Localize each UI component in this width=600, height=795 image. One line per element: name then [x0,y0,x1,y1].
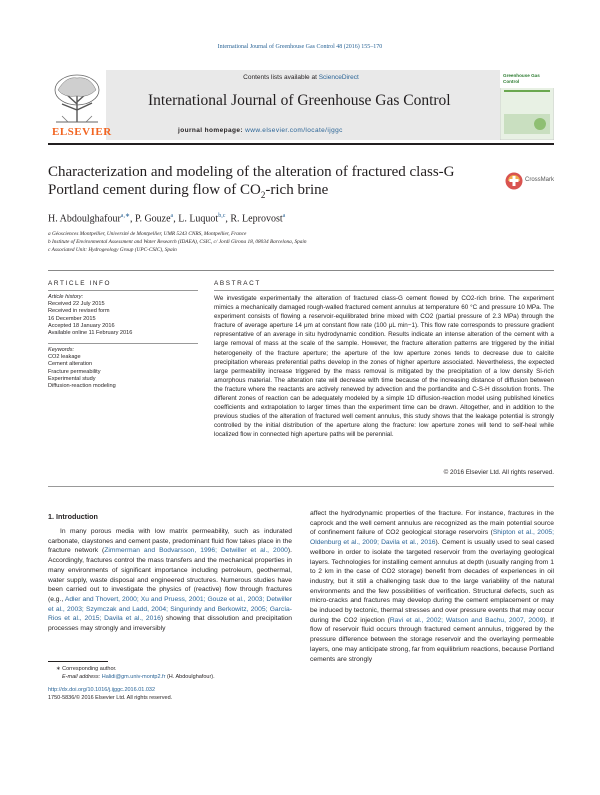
homepage-link[interactable]: www.elsevier.com/locate/ijggc [245,127,343,134]
abstract-text: We investigate experimentally the alteration of fractured class-G cement flowed by CO2-rich brine. The experiment mimics a mechanically damaged rough-walled fractured cement annulus at temperature 60 °C and pressure 10 MPa. The experiment consists of flowing a reservoir-equilibrated brine mixed with CO2 (partial pressure of 2.3 MPa) through the fracture of average aperture 14 μm at constant flow rate (100 μL min−1). This flow rate corresponds to pressure gradient representative of an average in situ hydrodynamic condition. Results indicate an intense alteration of the cement with a large removal of mass at the scale of the sample. However, the fracture alteration patterns are triggered by the initial heterogeneity of the fracture aperture; the aperture of the low aperture zones tends to decrease due to calcite precipitation whereas preferential paths develop in the zones of higher aperture associated. Nevertheless, the expected large permeability increase triggered by the mass removal is mitigated by the precipitation of a low density Si-rich amorphous material. The alteration rate will decrease with time because of the increasing distance of diffusion between the fracture where the reactants are actively renewed by advection and the portlandite and C-S-H dissolution fronts. The different zones of reaction can be adequately modeled by a simple 1D diffusion-reaction model using published kinetics coefficients and extrapolation to larger times than the experiment time can be drawn. Altogether, and in addition to the previous studies of the alteration of fractured well cement annulus, this study shows that the leakage potential is strongly controlled by the initial distribution of the aperture along the fracture: low aperture zones will tend to self-heal while localized flow in connected high aperture paths will be perennial. [214,295,554,439]
author-list: H. Abdoulghafour$^{a,∗}$, P. Gouze$^a$, L. Luquot$^{b,c}$, R. Leprovost$^a$ [48,213,286,225]
affiliation: b Institute of Environmental Assessment and Water Research (IDAEA), CSIC, c/ Jordi Girona 18, 08034 Barcelona, Spain [48,239,307,245]
author-marks[interactable]: a [282,213,286,219]
section-heading-introduction: 1. Introduction [48,512,98,521]
elsevier-tree-icon [48,70,106,126]
article-info-rule [48,290,198,291]
footnote-rule [48,661,108,662]
email-note: E-mail address: Halidi@gm.univ-montp2.fr (H. Abdoulghafour). [62,674,215,680]
journal-title[interactable]: International Journal of Greenhouse Gas Control [148,92,451,109]
citation-link[interactable]: Ravi et al., 2002; Watson and Bachu, 2007, 2009 [389,616,544,624]
issn-line: 1750-5836/© 2016 Elsevier Ltd. All rights reserved. [48,695,173,701]
author-name[interactable]: P. Gouze [134,213,171,225]
article-history: Article history: Received 22 July 2015 Received in revised form 16 December 2015 Accepted 18 January 2016 Available online 11 February 2016 [48,294,133,337]
cover-title: Greenhouse Gas Control [503,73,540,84]
keyword: Cement alteration [48,361,93,368]
contents-prefix: Contents lists available at [243,74,317,81]
author-marks[interactable]: a [170,213,174,219]
intro-column-left: In many porous media with low matrix permeability, such as indurated carbonate, claystones and cement paste, predominant fluid flow takes place in the fracture network (Zimmerman and Bodvarsson, 1996; Detwiller et al., 2000). Accordingly, fractures control the mass transfers and the mechanical properties in many environments of significant importance including petroleum, geothermal, water supply, waste disposal and engineered structures. Numerous studies have been carried out to investigate the physics of (reactive) flow through fractures (e.g., Adler and Thovert, 2000; Xu and Pruess, 2001; Gouze et al., 2003; Detwiller et al., 2003; Szymczak and Ladd, 2004; Singurindy and Berkowitz, 2005; García-Rios et al., 2015; Davila et al., 2016) showing that dissolution and precipitation processes may strongly and irreversibly [48,528,293,633]
sciencedirect-link[interactable]: ScienceDirect [318,74,359,81]
author-name[interactable]: H. Abdoulghafour [48,213,121,225]
corresponding-author-note: ∗ Corresponding author. [56,666,117,672]
running-head[interactable]: International Journal of Greenhouse Gas Control 48 (2016) 155–170 [217,44,383,50]
doi-link[interactable]: http://dx.doi.org/10.1016/j.ijggc.2016.01.032 [48,687,156,693]
copyright-notice: © 2016 Elsevier Ltd. All rights reserved. [443,469,554,476]
author-marks[interactable]: b,c [218,213,226,219]
keyword: Fracture permeability [48,368,101,375]
author-name[interactable]: L. Luquot [178,213,219,225]
journal-homepage [178,127,343,134]
author-name[interactable]: R. Leprovost [230,213,283,225]
author-marks[interactable]: a,∗ [120,213,130,219]
affiliation: c Associated Unit: Hydrogeology Group (UPC-CSIC), Spain [48,247,177,253]
abstract-bottom-rule [48,486,554,487]
keyword: Experimental study [48,375,96,382]
keywords-rule [48,343,198,344]
journal-cover[interactable] [500,70,554,140]
section-divider [48,270,554,271]
affiliation: a Géosciences Montpellier, Université de Montpellier, UMR 5243 CNRS, Montpellier, France [48,231,247,237]
keyword: CO2 leakage [48,354,81,361]
citation-link[interactable]: Adler and Thovert, 2000; Xu and Pruess, 2001; Gouze et al., 2003; Detwiller et al., 2003; Szymczak and Ladd, 2004; Singurindy and Berkowitz, 2005; García-Rios et al., 2015; Davila et al., 2016 [48,595,293,623]
homepage-label: journal homepage: [178,127,243,134]
intro-column-right: affect the hydrodynamic properties of the fracture. For instance, fractures in the caprock and the well cement annulus are recognized as the main potential source of confinement failure of CO2 geological storage reservoirs (Shipton et al., 2005; Oldenburg et al., 2009; Davila et al., 2016). Cement is usually used to seal cased wellbore in order to isolate the targeted reservoir from the overlaying geological layers. Technologies for installing cement annulus at depth (usually ranging from 1 to 2 km in the case of CO2 storage) benefit from decades of experiences in oil industry, but it still a challenging task due to the large variability of the natural environments and the few possibilities of verification. Structural defects, such as micro-cracks and fractures may develop during the cement emplacement or may be induced by tectonic, thermal stresses and over pressure events that may occur during the CO2 injection (Ravi et al., 2002; Watson and Bachu, 2007, 2009). If flow of reservoir fluid occurs through fractured cement annulus, triggered by the pressure difference between the storage reservoir and the overlaying permeable layers, one may anticipate strong, far from equilibrium reactions, because Portland cements are strongly [310,510,554,663]
crossmark-icon [505,172,523,190]
masthead-rule [48,143,554,145]
email-link[interactable]: Halidi@gm.univ-montp2.fr [101,674,166,680]
crossmark-label: CrossMark [525,177,555,183]
crossmark-badge[interactable] [505,172,565,192]
citation-link[interactable]: Shipton et al., 2005; Oldenburg et al., 2009; Davila et al., 2016 [310,529,554,547]
title-line-2: Portland cement during flow of $CO_2$-rich brine [48,182,329,200]
title-line-1: Characterization and modeling of the alteration of fractured class-G [48,164,455,180]
keyword: Diffusion-reaction modeling [48,383,116,390]
citation-link[interactable]: Zimmerman and Bodvarsson, 1996; Detwiller et al., 2000 [104,547,288,555]
article-title [48,163,488,204]
abstract-rule [214,290,554,291]
article-info-heading: ARTICLE INFO [48,280,112,287]
keywords: Keywords: CO2 leakage Cement alteration Fracture permeability Experimental study Diffusion-reaction modeling [48,347,116,390]
contents-line [48,74,554,81]
publisher-name: ELSEVIER [52,126,112,138]
abstract-heading: ABSTRACT [214,280,261,287]
